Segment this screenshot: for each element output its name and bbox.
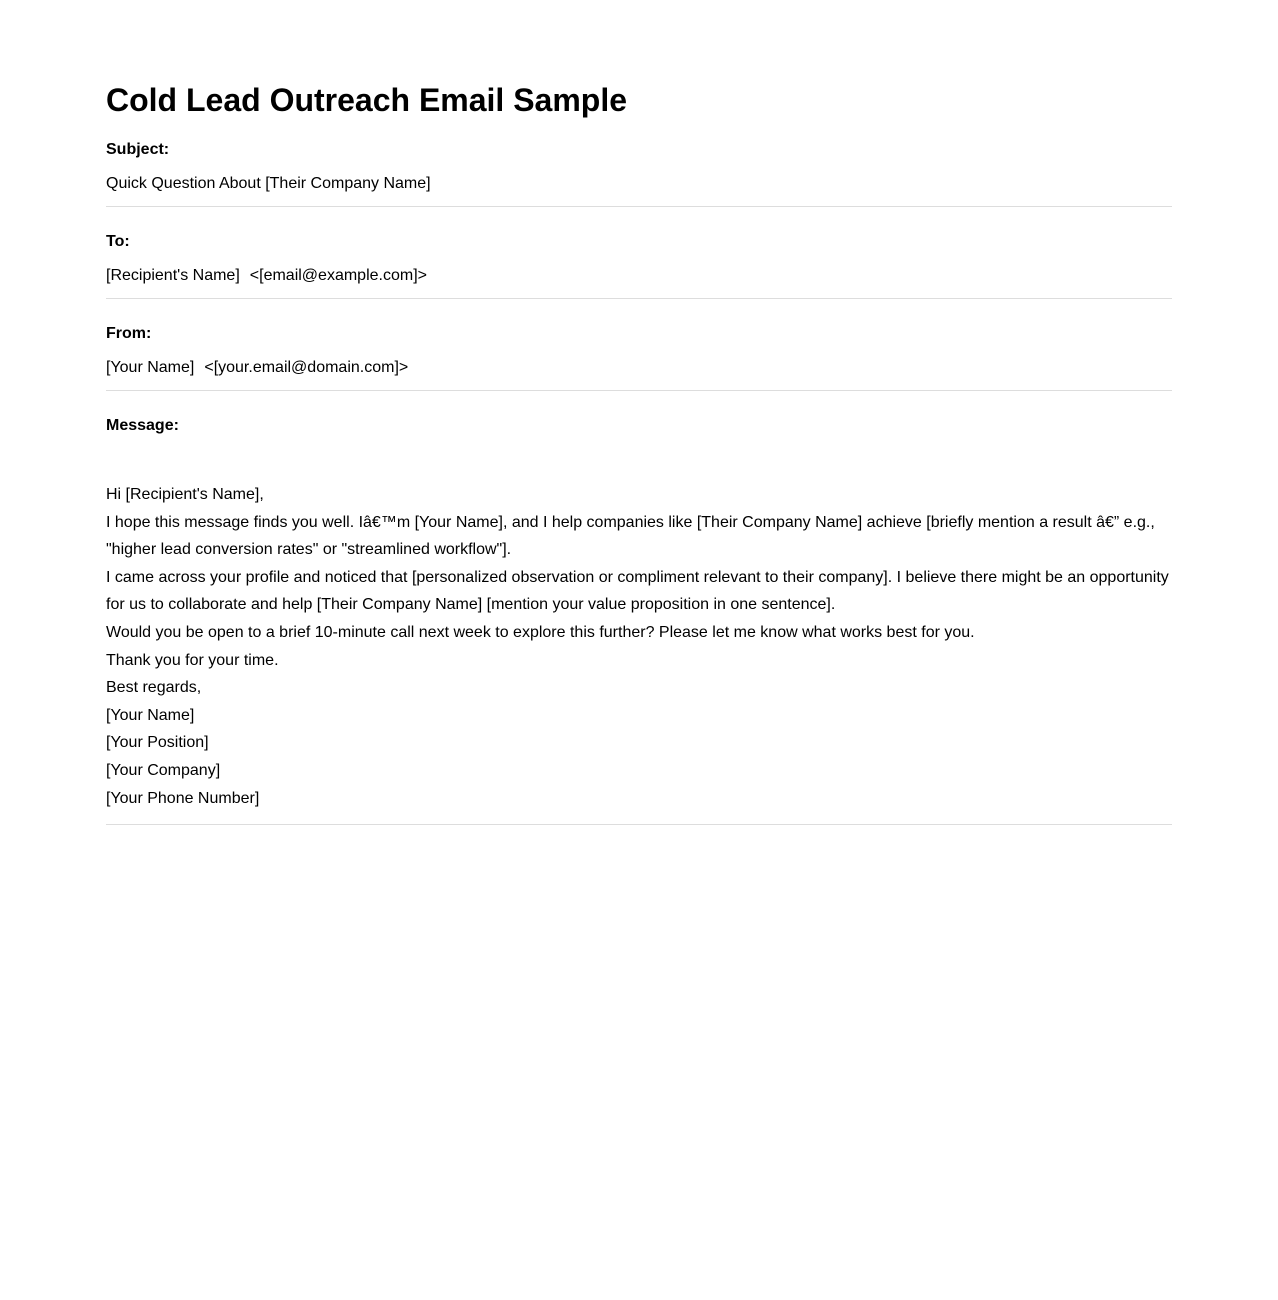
subject-value: Quick Question About [Their Company Name] — [106, 175, 431, 192]
message-line: [Your Company] — [106, 761, 221, 779]
to-value — [106, 266, 1172, 286]
message-line: I came across your profile and noticed that [personalized observation or compliment relevant to their company]. I believe there might be an opportunity for us to collaborate and help [Their Company Name] [mention your value proposition in one sentence]. — [106, 568, 1169, 614]
to-label: To: — [106, 233, 130, 250]
message-label: Message: — [106, 417, 179, 434]
from-email: <[your.email@domain.com]> — [204, 359, 409, 376]
message-line: [Your Position] — [106, 734, 209, 752]
message-line: I hope this message finds you well. Iâ€™m [Your Name], and I help companies like [Their Company Name] achieve [briefly mention a result â€” e.g., "higher lead conversion rates" or "streamlined workflow"]. — [106, 513, 1155, 559]
message-body — [106, 481, 1172, 825]
message-line: [Your Name] — [106, 706, 195, 724]
from-field — [106, 324, 1172, 391]
message-line: Would you be open to a brief 10-minute call next week to explore this further? Please let me know what works best for you. — [106, 623, 975, 641]
subject-label: Subject: — [106, 141, 170, 158]
message-line: Thank you for your time. — [106, 651, 279, 669]
from-name: [Your Name] — [106, 359, 195, 376]
to-name: [Recipient's Name] — [106, 267, 240, 284]
message-line: [Your Phone Number] — [106, 789, 260, 807]
message-line: Hi [Recipient's Name], — [106, 486, 264, 503]
from-value — [106, 358, 1172, 378]
message-field — [106, 416, 1172, 825]
message-line: Best regards, — [106, 679, 202, 697]
to-field — [106, 232, 1172, 299]
email-fields — [106, 140, 1172, 825]
page-title: Cold Lead Outreach Email Sample — [106, 82, 628, 118]
from-label: From: — [106, 325, 152, 342]
to-email: <[email@example.com]> — [249, 267, 427, 284]
subject-field — [106, 140, 1172, 207]
